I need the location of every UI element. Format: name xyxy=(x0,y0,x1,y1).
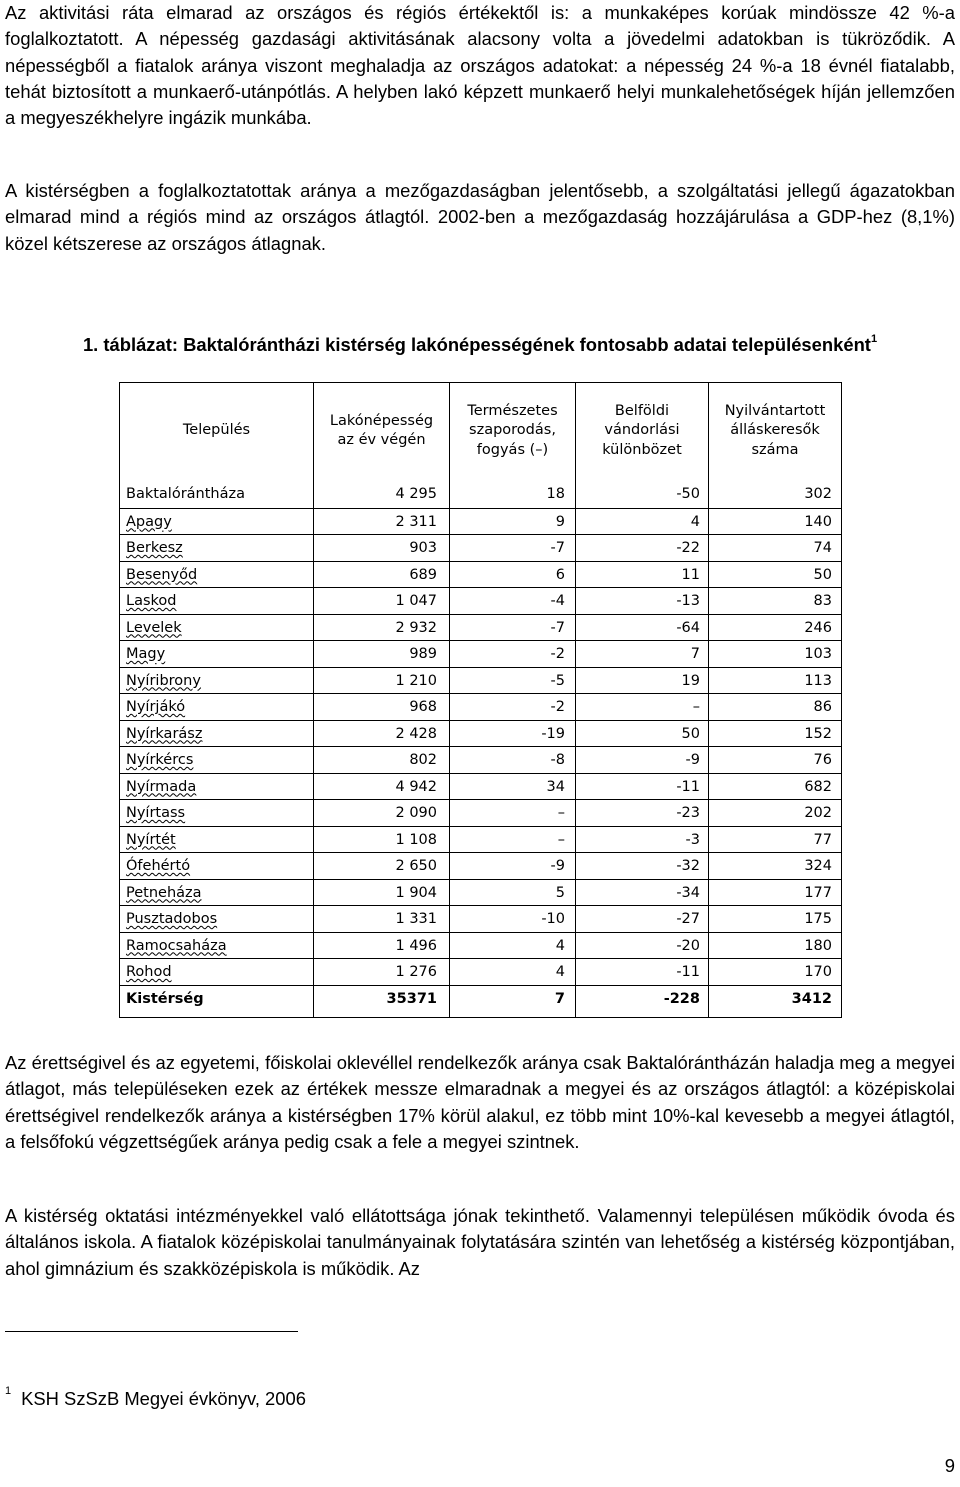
table-total-row xyxy=(120,985,841,1012)
value-cell: 4 xyxy=(555,964,565,980)
value-cell: -11 xyxy=(676,778,700,795)
footnote-separator xyxy=(5,1331,298,1332)
table-row xyxy=(120,879,841,906)
value-cell: 74 xyxy=(813,540,832,556)
settlement-name-text: Nyírtét xyxy=(126,831,176,848)
table-row xyxy=(120,614,841,641)
value-cell: – xyxy=(557,831,565,848)
table-row xyxy=(120,667,841,694)
settlement-name-text: Petneháza xyxy=(126,884,202,901)
header-lakonepesseg: Lakónépesség az év végén xyxy=(329,412,434,448)
settlement-name-text: Ófehértó xyxy=(126,858,191,874)
value-cell: 202 xyxy=(804,805,832,821)
value-cell: 9 xyxy=(555,513,565,530)
value-cell: 2 932 xyxy=(395,619,437,636)
settlement-name-text: Nyíribrony xyxy=(126,672,201,689)
settlement-name-cell xyxy=(126,641,306,667)
value-cell: – xyxy=(692,699,700,715)
value-cell: 2 428 xyxy=(395,725,437,742)
paragraph-education-levels: Az érettségivel és az egyetemi, főiskolai oklevéllel rendelkezők aránya csak Baktalórántházán haladja meg a megyei átlagot, más településeken ezek az értékek messze elmaradnak a megyei és az országos átlagtól: a középiskolai érettségivel rendelkezők aránya a kistérségben 17% körül alakul, ez több mint 10%-kal kevesebb a megyei átlagtól, a felsőfokú végzettségűek aránya pedig csak a fele a megyei szintnek. xyxy=(5,1052,955,1152)
value-cell: 903 xyxy=(409,540,437,556)
table-row xyxy=(120,508,841,535)
value-cell: -23 xyxy=(676,805,700,821)
value-cell: 1 331 xyxy=(395,911,437,927)
value-cell: – xyxy=(557,805,565,821)
value-cell: -13 xyxy=(676,593,700,609)
header-telepules: Település xyxy=(182,422,251,439)
value-cell: 1 904 xyxy=(395,884,437,901)
settlement-name-text: Nyírkércs xyxy=(126,752,194,768)
value-cell: -64 xyxy=(676,619,700,636)
settlement-name-cell xyxy=(126,880,306,906)
caption-footnote-marker: 1 xyxy=(870,333,878,345)
settlement-name-text: Levelek xyxy=(126,619,182,636)
settlement-name-text: Besenyőd xyxy=(126,566,198,583)
header-termeszetes-szaporodas: Természetes szaporodás, fogyás (–) xyxy=(467,402,558,458)
settlement-name-cell xyxy=(126,959,306,985)
value-cell: 2 090 xyxy=(395,805,437,821)
value-cell: 76 xyxy=(813,752,832,768)
value-cell: 7 xyxy=(690,646,700,662)
value-cell: -34 xyxy=(676,884,700,901)
table-caption xyxy=(0,328,960,358)
value-cell: 2 311 xyxy=(395,513,437,530)
value-cell: -8 xyxy=(550,752,565,768)
table-row xyxy=(120,561,841,588)
settlement-name-text: Nyírkarász xyxy=(126,725,203,742)
table-row xyxy=(120,773,841,800)
value-cell: -2 xyxy=(550,646,565,662)
table-row xyxy=(120,746,841,773)
value-cell: 103 xyxy=(804,646,832,662)
value-cell: 682 xyxy=(804,778,832,795)
value-cell: -19 xyxy=(541,725,565,742)
value-cell: 50 xyxy=(813,566,832,583)
value-cell: -32 xyxy=(676,858,700,874)
value-cell: 4 xyxy=(555,937,565,954)
settlement-name-cell xyxy=(126,747,306,773)
settlement-name-text: Pusztadobos xyxy=(126,911,218,927)
paragraph-education-institutions: A kistérség oktatási intézményekkel való ellátottsága jónak tekinthető. Valamennyi településen működik óvoda és általános iskola. A fiatalok középiskolai tanulmányainak folytatására szintén van lehetőség a kistérség központjában, ahol gimnázium és szakközépiskola is működik. Az xyxy=(5,1205,955,1279)
settlement-name-cell xyxy=(126,853,306,879)
settlement-name-text: Laskod xyxy=(126,593,177,609)
settlement-name-cell xyxy=(126,588,306,614)
settlement-name-text: Nyírtass xyxy=(126,805,186,821)
value-cell: 4 942 xyxy=(395,778,437,795)
value-cell: 1 108 xyxy=(395,831,437,848)
value-cell: -50 xyxy=(676,486,700,502)
value-cell: 35371 xyxy=(386,990,437,1007)
value-cell: 177 xyxy=(804,884,832,901)
value-cell: 170 xyxy=(804,964,832,980)
value-cell: 50 xyxy=(681,725,700,742)
value-cell: 11 xyxy=(681,566,700,583)
settlement-name-cell: Baktalórántháza xyxy=(126,486,245,502)
settlement-name-text: Magy xyxy=(126,646,166,662)
value-cell: 1 047 xyxy=(395,593,437,609)
value-cell: 7 xyxy=(554,990,565,1007)
settlement-name-text: Nyírmada xyxy=(126,778,197,795)
value-cell: 1 210 xyxy=(395,672,437,689)
value-cell: -7 xyxy=(550,540,565,556)
settlement-name-text: Rohod xyxy=(126,964,172,980)
value-cell: -7 xyxy=(550,619,565,636)
table-row xyxy=(120,481,841,508)
settlement-name-text: Nyírjákó xyxy=(126,699,186,715)
settlement-name-cell xyxy=(126,827,306,853)
value-cell: 989 xyxy=(409,646,437,662)
value-cell: 968 xyxy=(409,699,437,715)
footnote xyxy=(5,1384,306,1410)
table-caption-text: 1. táblázat: Baktalórántházi kistérség lakónépességének fontosabb adatai településenként xyxy=(82,334,871,356)
value-cell: -27 xyxy=(676,911,700,927)
value-cell: 1 276 xyxy=(395,964,437,980)
value-cell: 302 xyxy=(804,486,832,502)
value-cell: 802 xyxy=(409,752,437,768)
table-row xyxy=(120,958,841,985)
settlement-name-cell xyxy=(126,906,306,932)
table-row xyxy=(120,905,841,932)
value-cell: 689 xyxy=(409,566,437,583)
value-cell: 86 xyxy=(813,699,832,715)
value-cell: 140 xyxy=(804,513,832,530)
table-row xyxy=(120,720,841,747)
value-cell: -9 xyxy=(685,752,700,768)
settlement-name-cell xyxy=(126,668,306,694)
value-cell: 4 xyxy=(690,513,700,530)
settlement-name-cell xyxy=(126,721,306,747)
value-cell: 175 xyxy=(804,911,832,927)
settlement-name-cell xyxy=(126,615,306,641)
settlement-name-cell xyxy=(126,694,306,720)
value-cell: 324 xyxy=(804,858,832,874)
settlement-name-cell xyxy=(126,509,306,535)
population-table xyxy=(119,382,842,1018)
value-cell: -228 xyxy=(663,990,700,1007)
value-cell: -20 xyxy=(676,937,700,954)
value-cell: -5 xyxy=(550,672,565,689)
table-row xyxy=(120,693,841,720)
paragraph-employment-sectors: A kistérségben a foglalkoztatottak aránya a mezőgazdaságban jelentősebb, a szolgáltatási jellegű ágazatokban elmarad mind a régiós mind az országos átlagtól. 2002-ben a mezőgazdaság hozzájárulása a GDP-hez (8,1%) közel kétszerese az országos átlagnak. xyxy=(5,180,955,254)
value-cell: 77 xyxy=(813,831,832,848)
footnote-marker: 1 xyxy=(5,1384,12,1397)
settlement-name-cell xyxy=(126,562,306,588)
value-cell: -2 xyxy=(550,699,565,715)
table-row xyxy=(120,826,841,853)
value-cell: -11 xyxy=(676,964,700,980)
settlement-name-cell xyxy=(126,535,306,561)
value-cell: -9 xyxy=(550,858,565,874)
value-cell: 2 650 xyxy=(395,858,437,874)
value-cell: 1 496 xyxy=(395,937,437,954)
settlement-name-text: Ramocsaháza xyxy=(126,937,227,954)
settlement-name-cell: Kistérség xyxy=(126,990,204,1007)
value-cell: 152 xyxy=(804,725,832,742)
value-cell: 246 xyxy=(804,619,832,636)
value-cell: -3 xyxy=(685,831,700,848)
value-cell: -4 xyxy=(550,593,565,609)
settlement-name-text: Apagy xyxy=(126,513,172,530)
value-cell: 6 xyxy=(555,566,565,583)
header-belfoldi-vandorlas: Belföldi vándorlási különbözet xyxy=(602,402,682,458)
header-allaskeresok: Nyilvántartott álláskeresők száma xyxy=(724,402,826,458)
value-cell: 113 xyxy=(804,672,832,689)
table-row xyxy=(120,534,841,561)
value-cell: 18 xyxy=(546,486,565,502)
settlement-name-text: Berkesz xyxy=(126,540,183,556)
page-number: 9 xyxy=(944,1455,955,1476)
table-row xyxy=(120,587,841,614)
footnote-text: KSH SzSzB Megyei évkönyv, 2006 xyxy=(21,1388,306,1409)
value-cell: 4 295 xyxy=(395,486,437,502)
value-cell: -10 xyxy=(541,911,565,927)
table-row xyxy=(120,852,841,879)
settlement-name-cell xyxy=(126,774,306,800)
paragraph-activity-rate: Az aktivitási ráta elmarad az országos és régiós értékektől is: a munkaképes korúak mindössze 42 %-a foglalkoztatott. A népesség gazdasági aktivitásának alacsony volta a jövedelmi adatokban is tükröződik. A népességből a fiatalok aránya viszont meghaladja az országos adatokat: a népesség 24 %-a 18 évnél fiatalabb, tehát biztosított a munkaerő-utánpótlás. A helyben lakó képzett munkaerő helyi munkalehetőségek híján jellemzően a megyeszékhelyre ingázik munkába. xyxy=(5,2,955,129)
value-cell: 34 xyxy=(546,778,565,795)
value-cell: 83 xyxy=(813,593,832,609)
value-cell: -22 xyxy=(676,540,700,556)
value-cell: 5 xyxy=(555,884,565,901)
table-row xyxy=(120,640,841,667)
value-cell: 3412 xyxy=(791,990,832,1007)
value-cell: 19 xyxy=(681,672,700,689)
table-row xyxy=(120,799,841,826)
settlement-name-cell xyxy=(126,800,306,826)
value-cell: 180 xyxy=(804,937,832,954)
settlement-name-cell xyxy=(126,933,306,959)
table-row xyxy=(120,932,841,959)
